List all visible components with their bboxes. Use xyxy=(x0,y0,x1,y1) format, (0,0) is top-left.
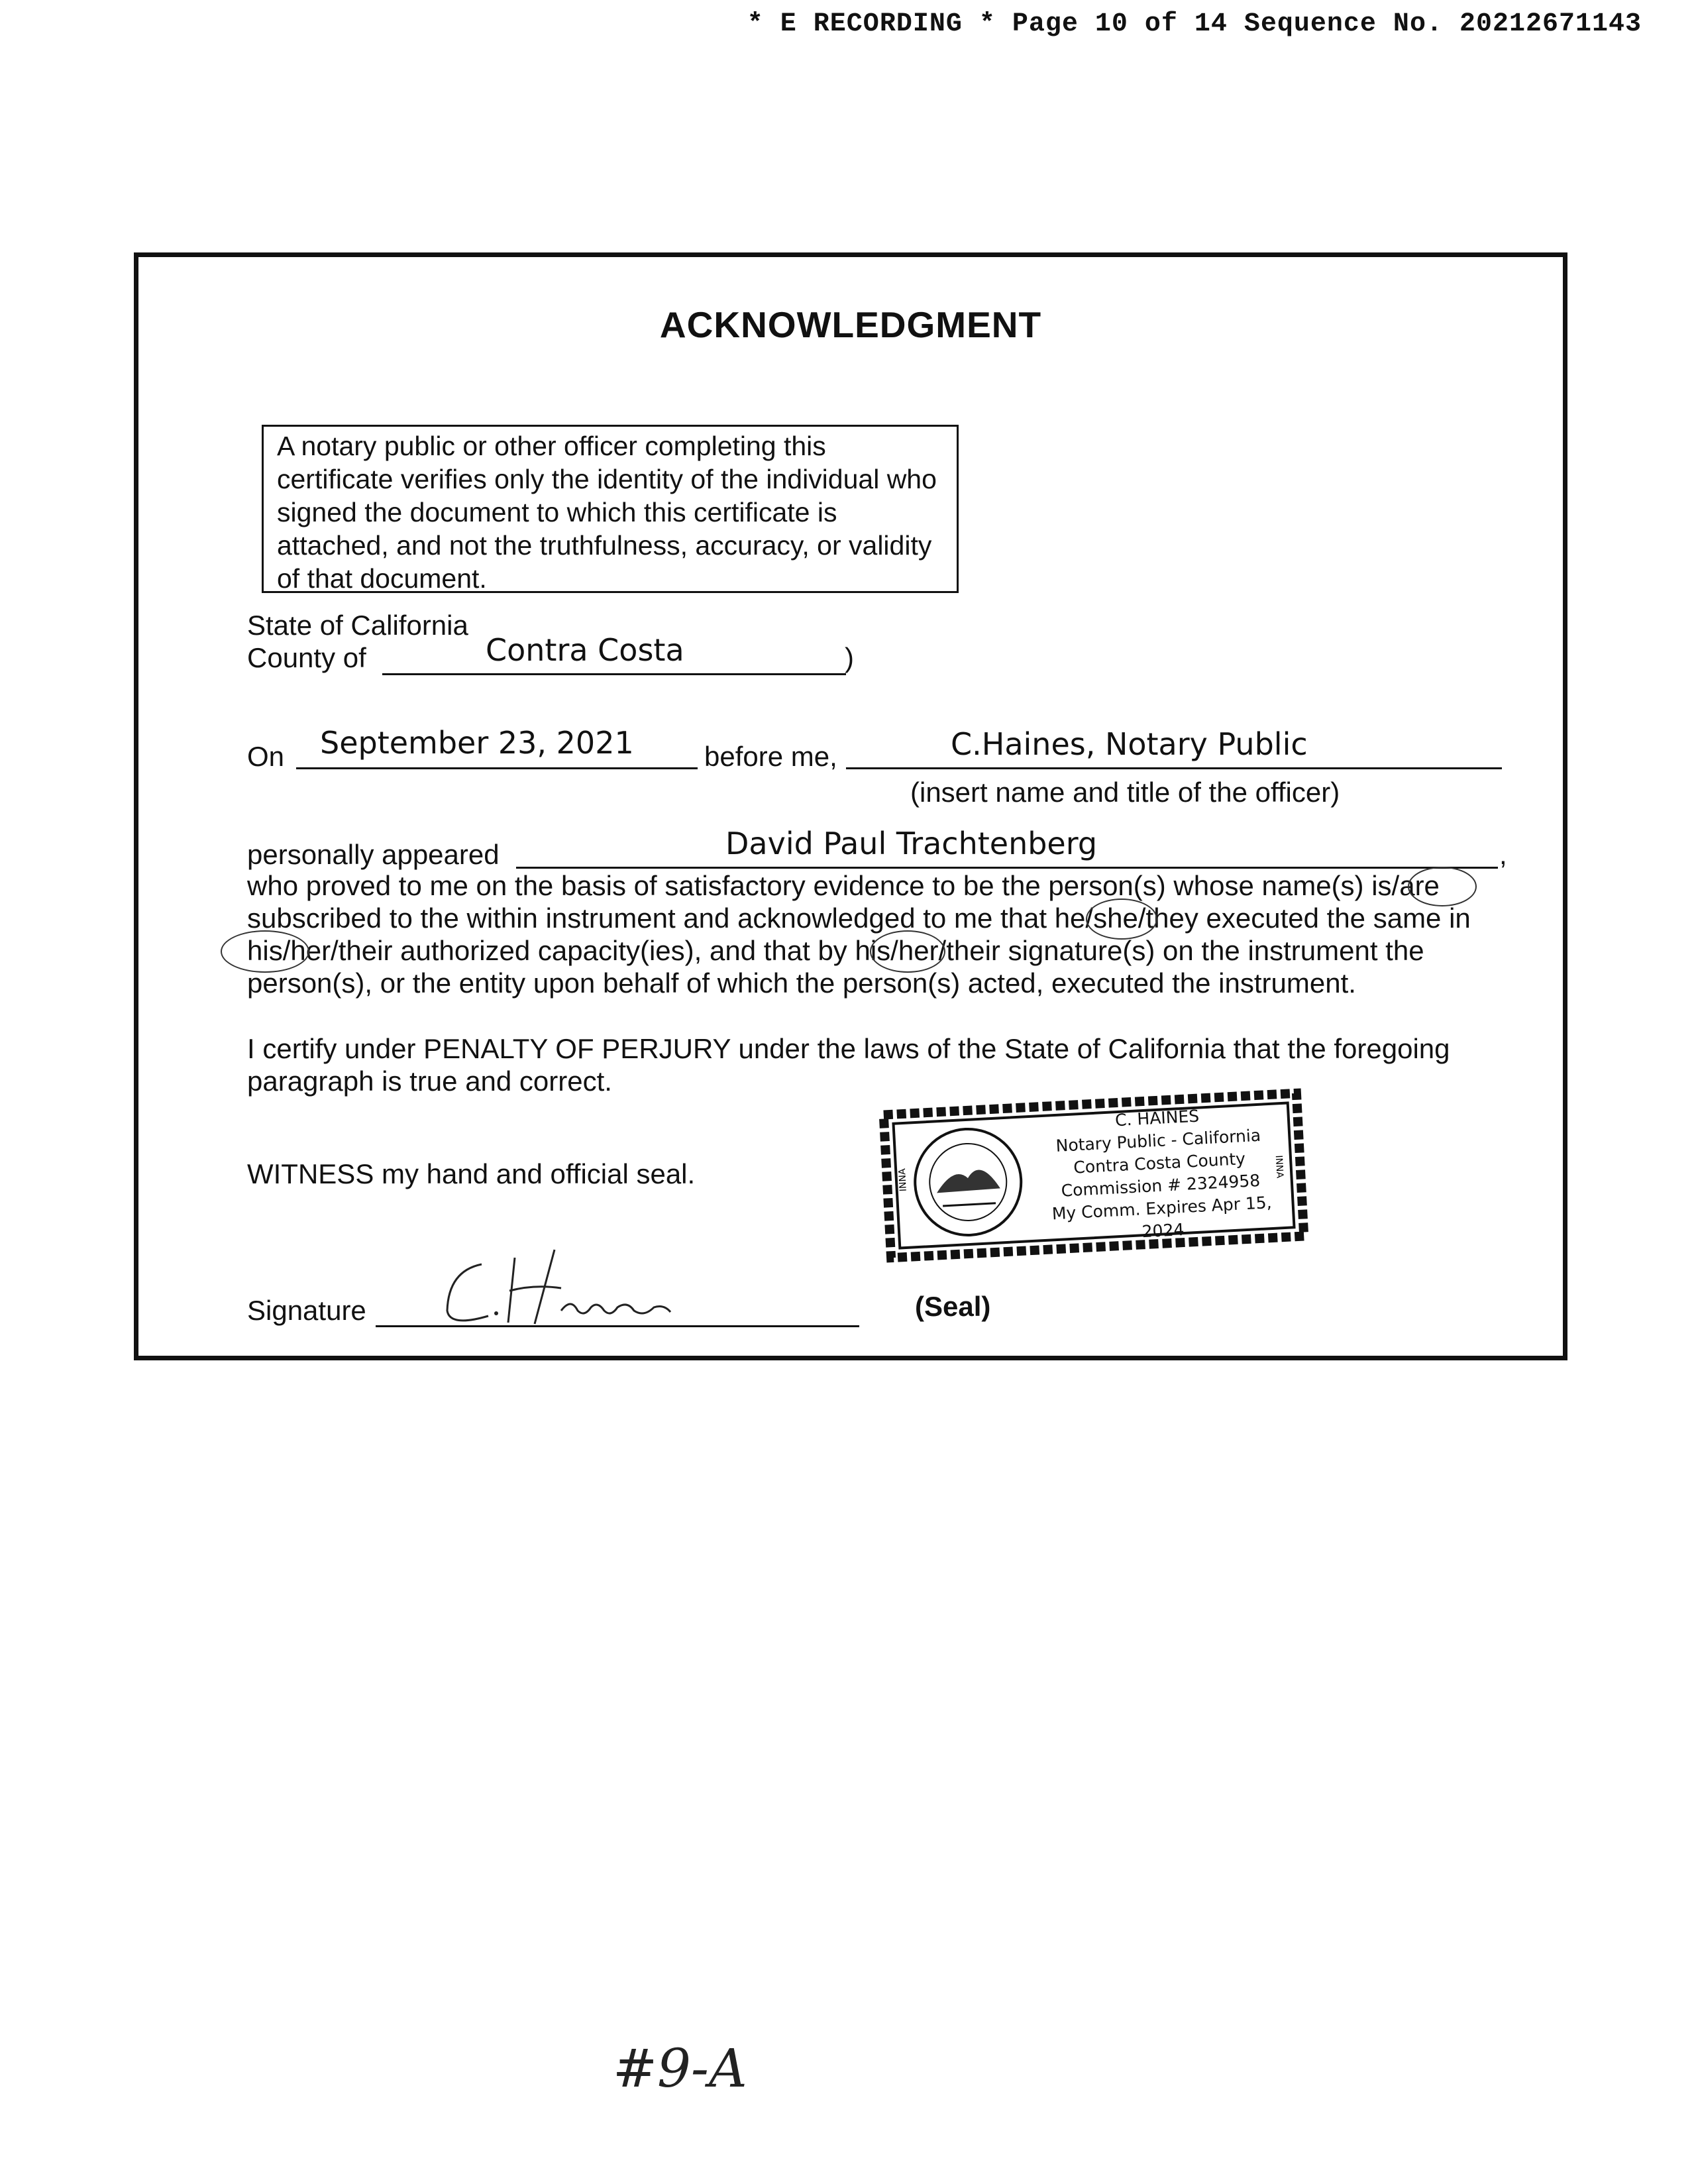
certify-paragraph xyxy=(247,1032,1450,1097)
acknowledgment-form xyxy=(134,252,1567,1360)
officer-underline xyxy=(846,767,1502,769)
county-label: County of xyxy=(247,642,366,673)
appeared-comma: , xyxy=(1499,839,1507,870)
on-label: On xyxy=(247,741,285,772)
recording-header: * E RECORDING * Page 10 of 14 Sequence No. 20212671143 xyxy=(747,9,1642,39)
county-close-paren: ) xyxy=(845,642,854,673)
certify-line: paragraph is true and correct. xyxy=(247,1065,612,1097)
body-paragraph xyxy=(247,869,1471,999)
stamp-line: Notary Public - California xyxy=(1055,1125,1261,1156)
svg-text:INNA: INNA xyxy=(1273,1154,1285,1179)
body-line: his/her/their authorized capacity(ies), and that by his/her/their signature(s) on the instrument the xyxy=(247,935,1424,966)
handwritten-note: #9-A xyxy=(613,2038,747,2099)
stamp-line: C. HAINES xyxy=(1114,1106,1200,1130)
body-line: person(s), or the entity upon behalf of which the person(s) acted, executed the instrument. xyxy=(247,967,1356,999)
stamp-text xyxy=(1031,1101,1289,1249)
state-label: State of California xyxy=(247,610,468,641)
officer-caption: (insert name and title of the officer) xyxy=(910,777,1340,808)
signature-label: Signature xyxy=(247,1295,366,1326)
certify-line: I certify under PENALTY OF PERJURY under the laws of the State of California that the foregoing xyxy=(247,1033,1450,1064)
pen-circle-is xyxy=(1408,867,1477,906)
appeared-underline xyxy=(516,867,1498,869)
county-underline xyxy=(382,673,846,675)
date-underline xyxy=(296,767,698,769)
date-value: September 23, 2021 xyxy=(320,725,634,761)
appeared-label: personally appeared xyxy=(247,839,500,870)
form-title: ACKNOWLEDGMENT xyxy=(659,304,1042,345)
pen-circle-his-2 xyxy=(870,930,945,973)
pen-circle-his xyxy=(221,930,309,973)
body-line: who proved to me on the basis of satisfactory evidence to be the person(s) whose name(s) is/are xyxy=(247,870,1440,901)
pen-circle-he xyxy=(1086,899,1157,940)
before-me-label: before me, xyxy=(704,741,837,772)
stamp-line: Commission # 2324958 xyxy=(1061,1170,1261,1201)
svg-text:INNA: INNA xyxy=(897,1168,909,1192)
witness-text: WITNESS my hand and official seal. xyxy=(247,1158,696,1189)
stamp-line: Contra Costa County xyxy=(1073,1149,1246,1177)
county-value: Contra Costa xyxy=(486,632,684,668)
handwritten-signature xyxy=(435,1244,714,1331)
officer-value: C.Haines, Notary Public xyxy=(951,726,1308,762)
appeared-value: David Paul Trachtenberg xyxy=(725,826,1098,861)
notary-seal-stamp xyxy=(878,1087,1309,1263)
seal-label: (Seal) xyxy=(915,1291,991,1322)
stamp-line: My Comm. Expires Apr 15, 2024 xyxy=(1051,1193,1273,1242)
body-line: subscribed to the within instrument and acknowledged to me that he/she/they executed the same in xyxy=(247,902,1471,934)
disclaimer-box: A notary public or other officer completing this certificate verifies only the identity of the individual who signed the document to which this certificate is attached, and not the truthfulness, accuracy, or validity of that document. xyxy=(262,425,959,593)
